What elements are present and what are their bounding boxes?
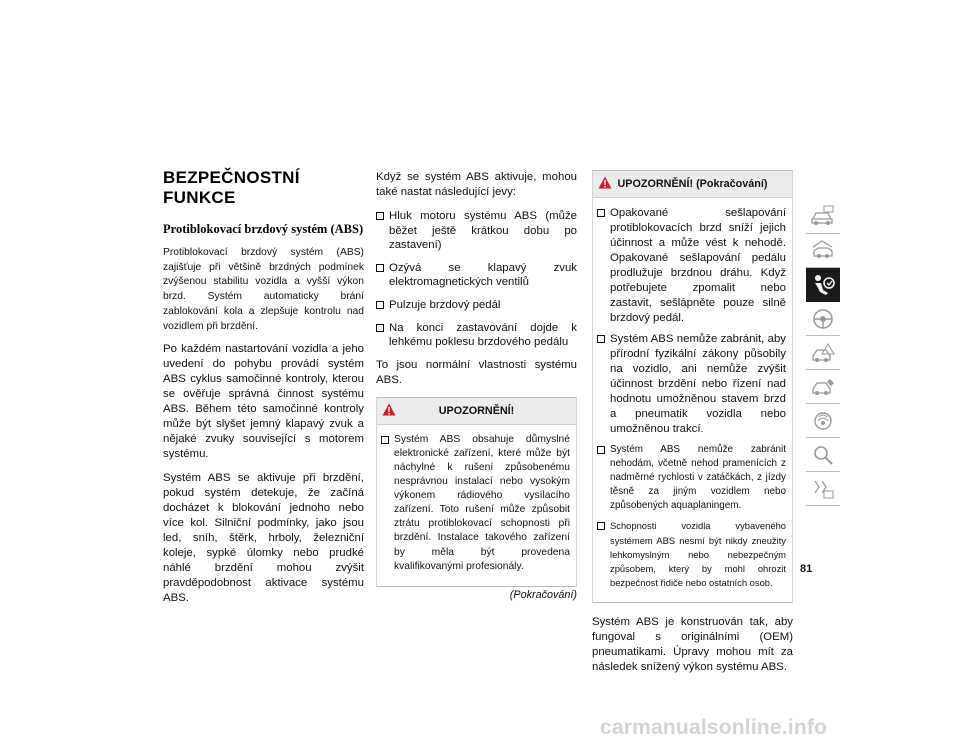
- list-item: Ozývá se klapavý zvuk elektromagnetických ventilů: [376, 261, 577, 290]
- tab-multimedia[interactable]: [806, 404, 840, 438]
- tab-car-info[interactable]: [806, 200, 840, 234]
- tab-starting-driving[interactable]: [806, 302, 840, 336]
- car-breakdown-icon: [810, 341, 836, 365]
- section-title: BEZPEČNOSTNÍ FUNKCE: [163, 168, 300, 207]
- watermark: carmanualsonline.info: [600, 716, 828, 739]
- continued-label: (Pokračování): [509, 588, 577, 601]
- multimedia-icon: [810, 409, 836, 433]
- dashboard-lights-icon: [810, 239, 836, 261]
- tab-technical-data[interactable]: [806, 438, 840, 472]
- subsection-title: Protiblokovací brzdový systém (ABS): [163, 222, 364, 236]
- paragraph: Systém ABS je konstruován tak, aby fungoval s originálními (OEM) pneumatikami. Úpravy mohou mít za následek snížený výkon systému ABS.: [592, 615, 793, 673]
- checkbox-bullet-icon: [376, 324, 384, 332]
- list-item: Systém ABS nemůže zabránit nehodám, včetně nehod pramenících z nadměrné rychlosti v zatáčkách, z jízdy těsně za jiným vozidlem nebo způsobených aquaplaningem.: [597, 443, 786, 513]
- checkbox-bullet-icon: [376, 301, 384, 309]
- paragraph: Systém ABS se aktivuje při brzdění, pokud systém detekuje, že začíná docházet k blokování jednoho nebo více kol. Silniční podmínky, jako jsou led, sníh, štěrk, hrboly, železniční koleje, sypké úlomky nebo prudké náhlé brzdění mohou zvýšit pravděpodobnost aktivace systému ABS.: [163, 472, 364, 605]
- car-info-icon: [810, 205, 836, 227]
- tab-safety[interactable]: [806, 268, 840, 302]
- index-icon: [810, 477, 836, 501]
- chapter-tabs: [806, 200, 840, 506]
- checkbox-bullet-icon: [597, 335, 605, 343]
- warning-title: UPOZORNĚNÍ! (Pokračování): [617, 178, 768, 190]
- tab-service[interactable]: [806, 370, 840, 404]
- warning-title: UPOZORNĚNÍ!: [438, 404, 515, 417]
- column-3: [592, 170, 793, 684]
- airbag-person-icon: [810, 273, 836, 297]
- paragraph: Po každém nastartování vozidla a jeho uvedení do pohybu provádí systém ABS cyklus samočinné kontroly, kterou se ověřuje správná činnost systému ABS. Během této samočinné kontroly může být slyšet jemný klapavý zvuk a nějaké zvuky související s motorem systému.: [163, 343, 364, 461]
- checkbox-bullet-icon: [376, 264, 384, 272]
- list-item: Schopnosti vozidla vybaveného systémem ABS nesmí být nikdy zneužity lehkomyslným nebo nebezpečným způsobem, který by mohl ohrozit bezpečnost řidiče nebo ostatních osob.: [597, 519, 786, 589]
- list-item: Opakované sešlapování protiblokovacích brzd sníží jejich účinnost a může vést k nehodě. Opakované sešlapování pedálu prodlužuje brzdnou dráhu. Když potřebujete zpomalit nebo zastavit, sešlápněte pouze silně brzdový pedál.: [597, 206, 786, 326]
- list-item: Na konci zastavování dojde k lehkému poklesu brzdového pedálu: [376, 321, 577, 350]
- warning-header: [593, 171, 792, 198]
- checkbox-bullet-icon: [597, 209, 605, 217]
- column-1: [163, 168, 364, 615]
- list-item: Hluk motoru systému ABS (může běžet ještě krátkou dobu po zastavení): [376, 209, 577, 253]
- steering-wheel-icon: [810, 307, 836, 331]
- list-item: Systém ABS nemůže zabránit, aby přírodní fyzikální zákony působily na vozidlo, ani nemůže zvýšit účinnost brzdění nebo řízení nad hodnotu umožněnou stavem brzd a pneumatik vozidla nebo umožněnou trakcí.: [597, 332, 786, 437]
- paragraph: To jsou normální vlastnosti systému ABS.: [376, 358, 577, 386]
- warning-header: [377, 398, 576, 425]
- tab-index[interactable]: [806, 472, 840, 506]
- tab-emergency[interactable]: [806, 336, 840, 370]
- warning-box: [592, 170, 793, 603]
- column-2: [376, 170, 577, 601]
- checkbox-bullet-icon: [597, 522, 605, 530]
- car-service-icon: [810, 375, 836, 399]
- paragraph: Když se systém ABS aktivuje, mohou také nastat následující jevy:: [376, 171, 577, 198]
- search-icon: [810, 443, 836, 467]
- list-item: Pulzuje brzdový pedál: [376, 298, 577, 313]
- bullet-list: [376, 209, 577, 350]
- paragraph: Protiblokovací brzdový systém (ABS) zajišťuje při většině brzdných podmínek zvýšenou stabilitu vozidla a vyšší výkon brzd. Systém automaticky brání zablokování kola a zlepšuje kontrolu nad vozidlem při brzdění.: [163, 247, 364, 332]
- tab-dashboard-lights[interactable]: [806, 234, 840, 268]
- page-number: 81: [800, 563, 813, 575]
- checkbox-bullet-icon: [381, 436, 389, 444]
- checkbox-bullet-icon: [597, 446, 605, 454]
- checkbox-bullet-icon: [376, 212, 384, 220]
- list-item: Systém ABS obsahuje důmyslné elektronické zařízení, které může být náchylné k rušení způsobenému nesprávnou instalací nebo vysokým výkonem rádiového vysílacího zařízení. Toto rušení může způsobit ztrátu protiblokovací schopnosti při brzdění. Instalace takového zařízení by měla být provedena kvalifikovanými profesionály.: [381, 433, 570, 574]
- warning-box: [376, 397, 577, 587]
